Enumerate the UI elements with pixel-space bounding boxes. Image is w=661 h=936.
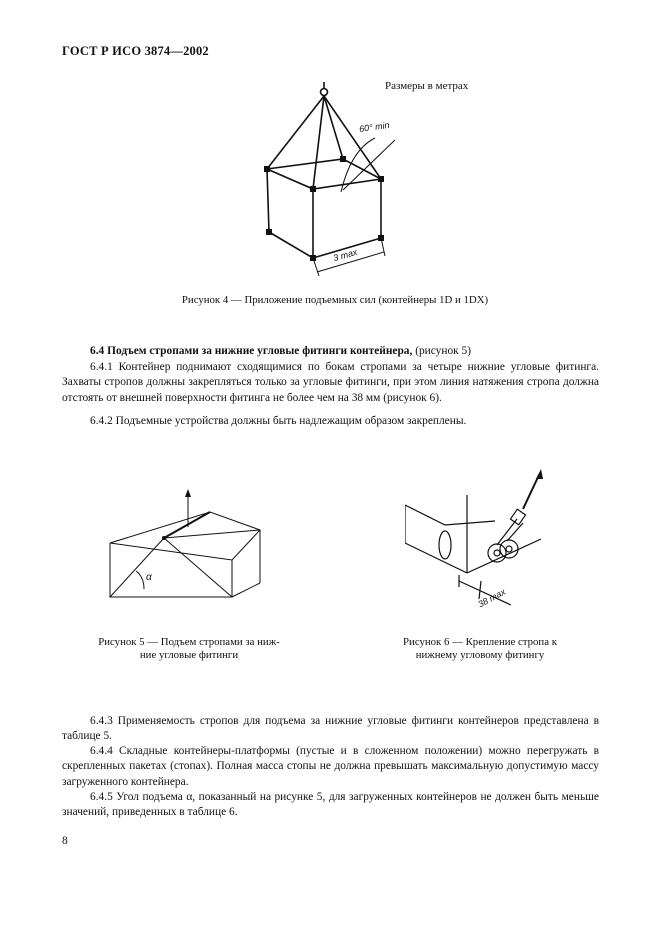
section-heading-bold: 6.4 Подъем стропами за нижние угловые фитинги контейнера, (90, 345, 413, 357)
figure-6-caption-line2: нижнему угловому фитингу (415, 649, 545, 661)
document-header: ГОСТ Р ИСО 3874—2002 (62, 44, 209, 58)
figure-5-caption (78, 636, 300, 662)
figure-5-drawing (100, 485, 280, 605)
paragraph-6-4-2: 6.4.2 Подъемные устройства должны быть надлежащим образом закреплены. (90, 415, 467, 427)
length-label-38: 38 max (476, 586, 508, 610)
section-heading-tail: (рисунок 5) (412, 345, 472, 357)
figure-5-caption-line2: ние угловые фитинги (139, 649, 239, 661)
figure-4-caption: Рисунок 4 — Приложение подъемных сил (контейнеры 1D и 1DX) (181, 294, 489, 306)
lifting-hook-icon (321, 89, 328, 96)
length-label: 3 max (332, 246, 359, 264)
figure-6-caption-line1: Рисунок 6 — Крепление стропа к (403, 636, 557, 648)
paragraph-6-4-4: 6.4.4 Складные контейнеры-платформы (пустые и в сложенном положении) можно перегружать в скрепленных пакетах (стопах). Полная масса стопы не должна превышать максимальную допустимую массу загруженного контейнера. (62, 745, 599, 788)
units-note: Размеры в метрах (385, 80, 469, 92)
alpha-label: α (146, 572, 152, 583)
figure-5-caption-line1: Рисунок 5 — Подъем стропами за ниж- (98, 636, 280, 648)
paragraph-6-4-3: 6.4.3 Применяемость стропов для подъема за нижние угловые фитинги контейнеров представлена в таблице 5. (62, 715, 599, 743)
paragraph-6-4-5: 6.4.5 Угол подъема α, показанный на рисунке 5, для загруженных контейнеров не должен быть меньше значений, приведенных в таблице 6. (62, 791, 599, 819)
figure-4-drawing (255, 80, 455, 290)
page-number: 8 (62, 835, 68, 847)
paragraph-6-4-1: 6.4.1 Контейнер поднимают сходящимися по бокам стропами за четыре нижние угловые фитинга. Захваты стропов должны закрепляться только за угловые фитинги, при этом линия натяжения стропа должна отстоять от внешней поверхности фитинга не более чем на 38 мм (рисунок 6). (62, 361, 599, 404)
angle-label: 60° min (358, 119, 391, 135)
figure-6-caption (375, 636, 585, 662)
figure-6-drawing (405, 465, 555, 615)
section-heading (62, 344, 599, 359)
